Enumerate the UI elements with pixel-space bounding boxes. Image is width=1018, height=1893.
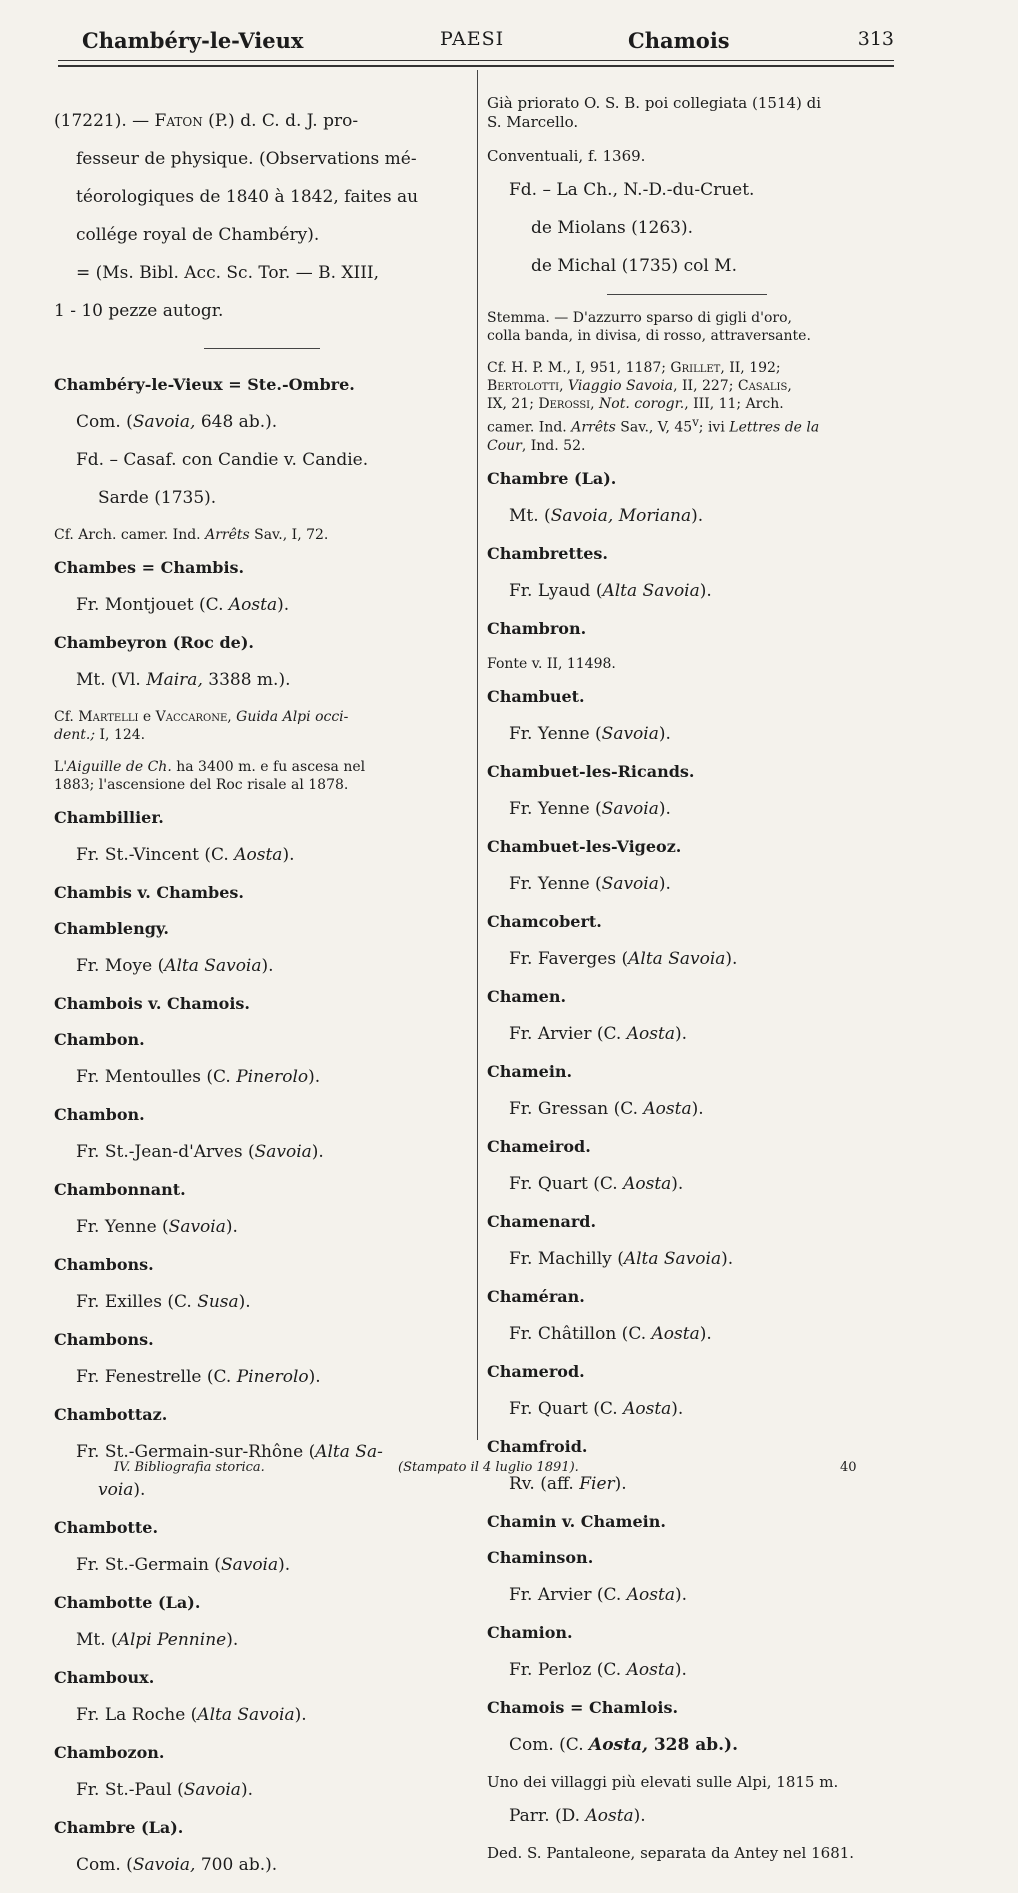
left-column bbox=[54, 94, 464, 1893]
entry-line: Fr. Arvier (C. Aosta). bbox=[509, 1023, 687, 1044]
faton-line-3: téorologiques de 1840 à 1842, faites au bbox=[76, 187, 419, 207]
entry-line: Fr. Arvier (C. Aosta). bbox=[509, 1584, 687, 1605]
entry-line: Mt. (Alpi Pennine). bbox=[76, 1630, 239, 1650]
right-column bbox=[487, 94, 899, 1877]
entry-chamerod bbox=[487, 1362, 899, 1420]
entry-chamen bbox=[487, 987, 899, 1045]
entry-line: Fr. St.-Germain-sur-Rhône (Alta Sa- bbox=[76, 1442, 383, 1462]
entry-chamenard bbox=[487, 1212, 899, 1270]
headword: Chambuet-les-Vigeoz. bbox=[487, 836, 682, 856]
entry-chameran bbox=[487, 1287, 899, 1345]
stemma-note: Stemma. — D'azzurro sparso di gigli d'oro, colla banda, in divisa, di rosso, attraversante. bbox=[487, 310, 811, 344]
entry-line: Fr. La Roche (Alta Savoia). bbox=[76, 1705, 307, 1725]
entry-chambre-la bbox=[54, 1818, 464, 1876]
entry-note: Conventuali, f. 1369. bbox=[487, 147, 646, 165]
entry-line: Sarde (1735). bbox=[98, 488, 217, 508]
faton-line-1: (17221). — Faton (P.) d. C. d. J. pro- bbox=[54, 111, 359, 131]
footer-sheet-number: 40 bbox=[840, 1460, 857, 1475]
entry-chambes bbox=[54, 558, 464, 616]
entry-chaminson bbox=[487, 1548, 899, 1606]
column-divider bbox=[477, 70, 478, 1440]
entry-line: Fr. Yenne (Savoia). bbox=[76, 1217, 238, 1237]
headword: Chambrettes. bbox=[487, 543, 608, 563]
entry-chambon-1 bbox=[54, 1030, 464, 1088]
headword: Chambon. bbox=[54, 1105, 145, 1124]
entry-chambottaz bbox=[54, 1405, 464, 1501]
header-section: PAESI bbox=[440, 28, 505, 50]
entry-line: Fr. Exilles (C. Susa). bbox=[76, 1292, 251, 1312]
headword: Chamfroid. bbox=[487, 1436, 588, 1456]
headword: Chambon. bbox=[54, 1030, 145, 1049]
entry-line: Parr. (D. Aosta). bbox=[509, 1805, 646, 1826]
entry-chambeyron bbox=[54, 633, 464, 794]
entry-chamcobert bbox=[487, 912, 899, 970]
entry-note: L'Aiguille de Ch. ha 3400 m. e fu ascesa nel 1883; l'ascensione del Roc risale al 1878. bbox=[54, 759, 366, 793]
headword: Chamcobert. bbox=[487, 911, 602, 931]
entry-line: Fd. – Casaf. con Candie v. Candie. bbox=[76, 450, 369, 470]
headword: Chaméran. bbox=[487, 1286, 585, 1306]
headword: Chamboux. bbox=[54, 1668, 155, 1687]
entry-chambre-la bbox=[487, 469, 899, 527]
section-separator bbox=[204, 348, 320, 349]
entry-line: Fr. Fenestrelle (C. Pinerolo). bbox=[76, 1367, 321, 1387]
headword: Chambre (La). bbox=[54, 1818, 184, 1837]
headword: Chambes = Chambis. bbox=[54, 558, 245, 577]
entry-line: de Michal (1735) col M. bbox=[531, 256, 737, 276]
headword: Chambuet. bbox=[487, 686, 585, 706]
headword: Chaminson. bbox=[487, 1547, 594, 1567]
headword: Chameirod. bbox=[487, 1136, 591, 1156]
entry-line: Fr. Mentoulles (C. Pinerolo). bbox=[76, 1067, 321, 1087]
entry-line: Fr. St.-Jean-d'Arves (Savoia). bbox=[76, 1142, 324, 1162]
entry-chambons-1 bbox=[54, 1255, 464, 1313]
entry-line: Fr. Moye (Alta Savoia). bbox=[76, 956, 274, 976]
headword: Chambre (La). bbox=[487, 468, 617, 488]
header-rule-thin bbox=[58, 60, 894, 61]
headword: Chambonnant. bbox=[54, 1180, 186, 1199]
entry-line: Com. (Savoia, 700 ab.). bbox=[76, 1855, 278, 1875]
entry-chameirod bbox=[487, 1137, 899, 1195]
header-left-keyword: Chambéry-le-Vieux bbox=[82, 28, 304, 53]
headword: Chamois = Chamlois. bbox=[487, 1697, 679, 1717]
entry-line: Rv. (aff. Fier). bbox=[509, 1473, 627, 1494]
headword: Chambotte (La). bbox=[54, 1593, 201, 1612]
running-header bbox=[60, 28, 894, 58]
page-number: 313 bbox=[857, 28, 894, 50]
entry-chambery-le-vieux bbox=[54, 375, 464, 544]
headword: Chambozon. bbox=[54, 1743, 165, 1762]
headword: Chambron. bbox=[487, 618, 587, 638]
entry-continuation bbox=[487, 94, 899, 277]
entry-note: Uno dei villaggi più elevati sulle Alpi, 1815 m. bbox=[487, 1772, 839, 1791]
entry-chambon-2 bbox=[54, 1105, 464, 1163]
entry-line: Fr. Châtillon (C. Aosta). bbox=[509, 1323, 712, 1344]
entry-line: Fr. Lyaud (Alta Savoia). bbox=[509, 580, 712, 601]
entry-line: Fr. St.-Germain (Savoia). bbox=[76, 1555, 291, 1575]
entry-chambuet-les-vigeoz bbox=[487, 837, 899, 895]
headword: Chambons. bbox=[54, 1330, 154, 1349]
headword: Chambuet-les-Ricands. bbox=[487, 761, 695, 781]
entry-line: Fr. Yenne (Savoia). bbox=[509, 723, 671, 744]
entry-chambonnant bbox=[54, 1180, 464, 1238]
footer-signature: IV. Bibliografia storica. bbox=[114, 1460, 265, 1475]
entry-note: Cf. Arch. camer. Ind. Arrêts Sav., I, 72. bbox=[54, 527, 329, 543]
header-rule-thick bbox=[58, 65, 894, 67]
entry-line: Com. (C. Aosta, 328 ab.). bbox=[509, 1734, 739, 1755]
headword: Chambéry-le-Vieux = Ste.-Ombre. bbox=[54, 375, 355, 394]
entry-chamblengy bbox=[54, 919, 464, 977]
entry-line: Fr. Yenne (Savoia). bbox=[509, 873, 671, 894]
entry-note: Cf. Martelli e Vaccarone, Guida Alpi occi- dent.; I, 124. bbox=[54, 709, 349, 743]
headword-chamin: Chamin v. Chamein. bbox=[487, 1511, 666, 1531]
entry-line: Fr. Quart (C. Aosta). bbox=[509, 1173, 684, 1194]
entry-chambons-2 bbox=[54, 1330, 464, 1388]
entry-chamein bbox=[487, 1062, 899, 1120]
entry-line: Fd. – La Ch., N.-D.-du-Cruet. bbox=[509, 180, 755, 200]
faton-line-4: collége royal de Chambéry). bbox=[76, 225, 320, 245]
headword-chambois: Chambois v. Chamois. bbox=[54, 994, 250, 1013]
entry-line: de Miolans (1263). bbox=[531, 218, 694, 238]
entry-chambillier bbox=[54, 808, 464, 866]
entry-chambuet-les-ricands bbox=[487, 762, 899, 820]
section-separator bbox=[607, 294, 767, 295]
entry-chamois bbox=[487, 1698, 899, 1862]
headword: Chamblengy. bbox=[54, 919, 169, 938]
entry-line: Mt. (Vl. Maira, 3388 m.). bbox=[76, 670, 291, 690]
headword: Chamen. bbox=[487, 986, 567, 1006]
entry-chambotte bbox=[54, 1518, 464, 1576]
headword: Chambottaz. bbox=[54, 1405, 168, 1424]
headword-chambis: Chambis v. Chambes. bbox=[54, 883, 244, 902]
faton-line-5: = (Ms. Bibl. Acc. Sc. Tor. — B. XIII, bbox=[76, 263, 380, 283]
entry-chambrettes bbox=[487, 544, 899, 602]
entry-note: Fonte v. II, 11498. bbox=[487, 655, 616, 672]
faton-line-6: 1 - 10 pezze autogr. bbox=[54, 301, 224, 321]
entry-faton bbox=[54, 111, 464, 322]
entry-line: Fr. St.-Paul (Savoia). bbox=[76, 1780, 253, 1800]
entry-line: Fr. Perloz (C. Aosta). bbox=[509, 1659, 687, 1680]
headword: Chamion. bbox=[487, 1622, 573, 1642]
entry-note: Ded. S. Pantaleone, separata da Antey nel 1681. bbox=[487, 1843, 855, 1862]
entry-line: Mt. (Savoia, Moriana). bbox=[509, 505, 704, 526]
headword: Chambotte. bbox=[54, 1518, 159, 1537]
headword: Chambons. bbox=[54, 1255, 154, 1274]
entry-chambron bbox=[487, 619, 899, 673]
headword: Chamein. bbox=[487, 1061, 573, 1081]
entry-chambotte-la bbox=[54, 1593, 464, 1651]
entry-line: voia). bbox=[98, 1480, 146, 1500]
entry-line: Fr. Montjouet (C. Aosta). bbox=[76, 595, 290, 615]
entry-line: Fr. Machilly (Alta Savoia). bbox=[509, 1248, 734, 1269]
entry-line: Fr. St.-Vincent (C. Aosta). bbox=[76, 845, 295, 865]
entry-chambozon bbox=[54, 1743, 464, 1801]
citation-note: Cf. H. P. M., I, 951, 1187; Grillet, II, 192; Bertolotti, Viaggio Savoia, II, 227; Casalis, IX, 21; Derossi, Not. corogr., III, 11; Arch. camer. Ind. Arrêts Sav., V, 45$^v$; ivi Lettres de la Cour, Ind. 52. bbox=[487, 360, 820, 454]
headword: Chambeyron (Roc de). bbox=[54, 633, 254, 652]
faton-line-2: fesseur de physique. (Observations mé- bbox=[76, 149, 417, 169]
headword: Chambillier. bbox=[54, 808, 164, 827]
entry-line: Fr. Quart (C. Aosta). bbox=[509, 1398, 684, 1419]
entry-chambuet bbox=[487, 687, 899, 745]
entry-line: Fr. Faverges (Alta Savoia). bbox=[509, 948, 738, 969]
headword: Chamenard. bbox=[487, 1211, 597, 1231]
entry-chamboux bbox=[54, 1668, 464, 1726]
entry-note: Già priorato O. S. B. poi collegiata (1514) di S. Marcello. bbox=[487, 94, 822, 131]
entry-line: Fr. Yenne (Savoia). bbox=[509, 798, 671, 819]
entry-chamion bbox=[487, 1623, 899, 1681]
entry-line: Com. (Savoia, 648 ab.). bbox=[76, 412, 278, 432]
headword: Chamerod. bbox=[487, 1361, 585, 1381]
footer-print-date: (Stampato il 4 luglio 1891). bbox=[398, 1460, 579, 1475]
header-right-keyword: Chamois bbox=[628, 28, 730, 53]
entry-line: Fr. Gressan (C. Aosta). bbox=[509, 1098, 704, 1119]
